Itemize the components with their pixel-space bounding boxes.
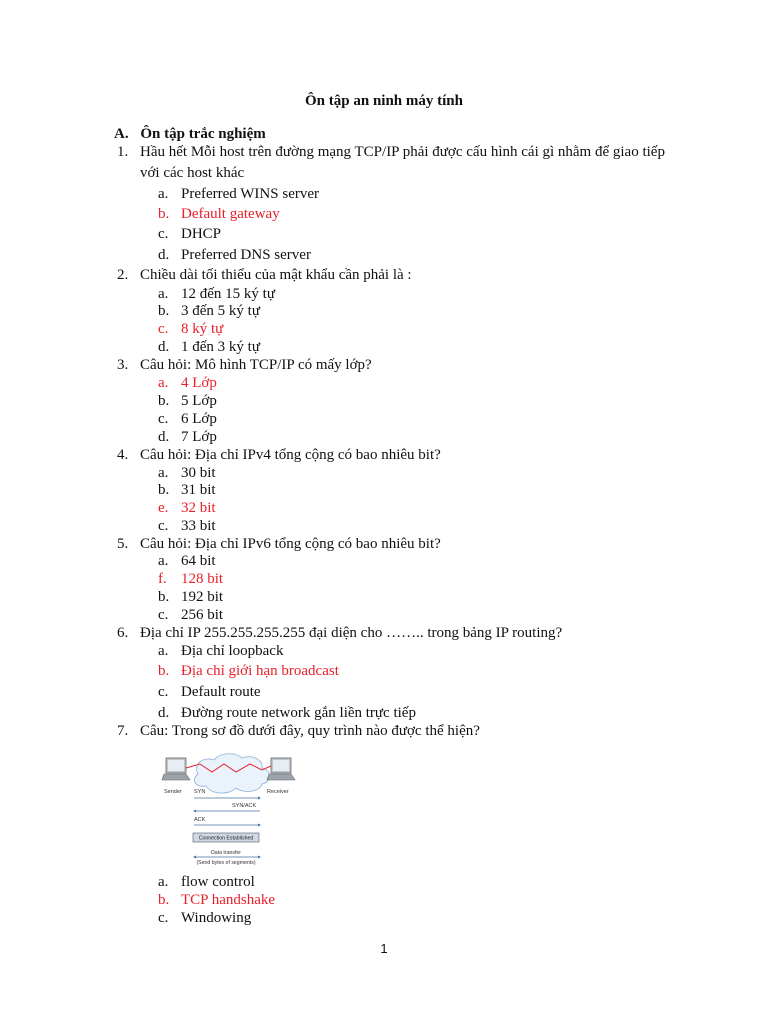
question-number: 7. (117, 723, 129, 739)
option-text: 31 bit (181, 482, 216, 498)
syn-label: SYN (194, 789, 206, 795)
option-label: b. (158, 892, 170, 908)
option-text: Windowing (181, 910, 252, 926)
option-text: DHCP (181, 226, 222, 242)
option-label: a. (158, 553, 169, 569)
question-text-continued: với các host khác (140, 165, 245, 181)
question-text: Câu hỏi: Địa chỉ IPv4 tổng cộng có bao nhiêu bit? (140, 447, 441, 463)
option-label: d. (158, 429, 170, 445)
option-text: 1 đến 3 ký tự (181, 339, 260, 355)
transfer-label: Data transfer (211, 850, 241, 856)
option-text-correct: 4 Lớp (181, 375, 217, 391)
question-text: Câu: Trong sơ đồ dưới đây, quy trình nào được thể hiện? (140, 723, 480, 739)
option-label: b. (158, 663, 170, 679)
option-text: 7 Lớp (181, 429, 217, 445)
option-text: 12 đến 15 ký tự (181, 286, 275, 302)
option-text: 64 bit (181, 553, 216, 569)
question-text: Câu hỏi: Mô hình TCP/IP có mấy lớp? (140, 357, 372, 373)
option-text: 33 bit (181, 518, 216, 534)
option-label: c. (158, 910, 169, 926)
question-number: 6. (117, 625, 129, 641)
question-text: Địa chỉ IP 255.255.255.255 đại diện cho …….. trong bảng IP routing? (140, 625, 563, 641)
option-text-correct: 8 ký tự (181, 321, 224, 337)
synack-label: SYN/ACK (232, 803, 257, 809)
section-label: A. (114, 126, 129, 142)
option-label: b. (158, 589, 170, 605)
sender-computer (162, 758, 190, 780)
option-label: a. (158, 874, 169, 890)
option-text: Preferred DNS server (181, 247, 311, 263)
ack-label: ACK (194, 817, 206, 823)
question-number: 2. (117, 267, 129, 283)
option-text-correct: Default gateway (181, 206, 280, 222)
question-number: 1. (117, 144, 129, 160)
option-label: a. (158, 465, 169, 481)
option-label: c. (158, 226, 169, 242)
option-text: 5 Lớp (181, 393, 217, 409)
question-number: 4. (117, 447, 129, 463)
option-label: b. (158, 482, 170, 498)
option-label: c. (158, 411, 169, 427)
option-text-correct: Địa chỉ giới hạn broadcast (181, 663, 339, 679)
option-label: a. (158, 286, 169, 302)
option-label: d. (158, 247, 170, 263)
option-label: e. (158, 500, 169, 516)
established-label: Connection Established (198, 835, 254, 842)
option-label: a. (158, 375, 169, 391)
option-text: 3 đến 5 ký tự (181, 303, 260, 319)
option-text: Địa chỉ loopback (181, 643, 284, 659)
option-label: b. (158, 393, 170, 409)
option-text-correct: 32 bit (181, 500, 216, 516)
section-title: Ôn tập trắc nghiệm (140, 126, 266, 142)
receiver-label: Receiver (267, 789, 289, 795)
option-label: c. (158, 518, 169, 534)
option-text-correct: 128 bit (181, 571, 224, 587)
option-label: b. (158, 206, 170, 222)
option-text: Preferred WINS server (181, 186, 319, 202)
option-label: b. (158, 303, 170, 319)
sender-label: Sender (164, 789, 182, 795)
receiver-computer (267, 758, 295, 780)
option-label: d. (158, 339, 170, 355)
option-text: 256 bit (181, 607, 224, 623)
option-text: 30 bit (181, 465, 216, 481)
tcp-handshake-diagram (160, 752, 300, 872)
option-text-correct: TCP handshake (181, 892, 276, 908)
document-title: Ôn tập an ninh máy tính (305, 93, 463, 109)
question-text: Hầu hết Mỗi host trên đường mạng TCP/IP phải được cấu hình cái gì nhằm để giao tiếp (140, 144, 665, 160)
page-number: 1 (380, 941, 388, 956)
option-label: a. (158, 643, 169, 659)
transfer-sub-label: (Send bytes of segments) (196, 860, 256, 866)
option-label: a. (158, 186, 169, 202)
option-text: Default route (181, 684, 261, 700)
option-label: d. (158, 705, 170, 721)
network-cloud (194, 754, 269, 793)
option-label: f. (158, 571, 167, 587)
question-text: Chiều dài tối thiểu của mật khẩu cần phải là : (140, 267, 412, 283)
option-text: Đường route network gắn liền trực tiếp (181, 705, 416, 721)
section-heading (114, 126, 266, 143)
question-number: 5. (117, 536, 129, 552)
option-text: 192 bit (181, 589, 224, 605)
question-number: 3. (117, 357, 129, 373)
option-text: flow control (181, 874, 255, 890)
option-label: c. (158, 321, 169, 337)
option-text: 6 Lớp (181, 411, 217, 427)
option-label: c. (158, 607, 169, 623)
option-label: c. (158, 684, 169, 700)
question-text: Câu hỏi: Địa chỉ IPv6 tổng cộng có bao nhiêu bit? (140, 536, 441, 552)
